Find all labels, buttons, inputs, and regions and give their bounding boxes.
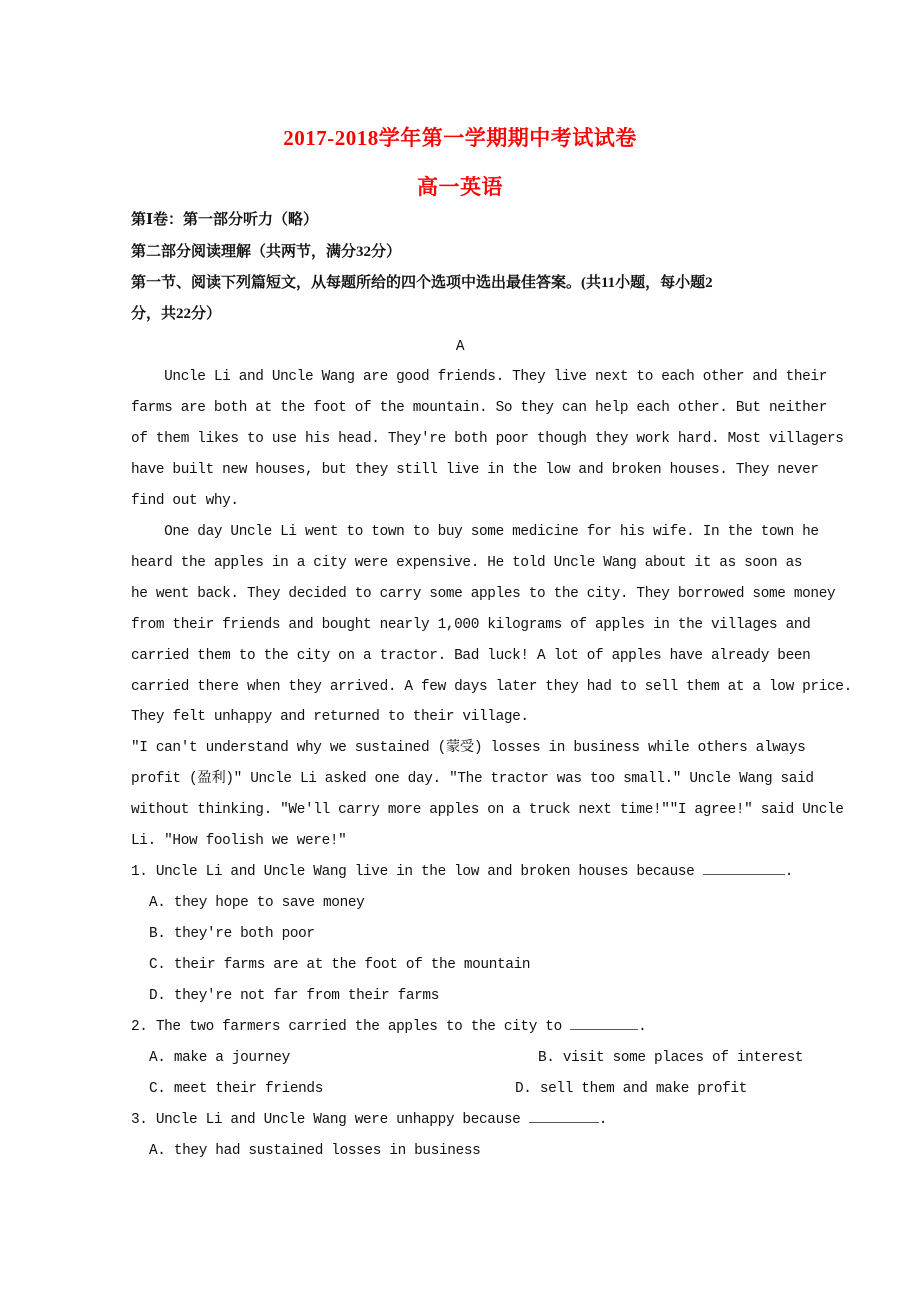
q2-option-c: C. meet their friends	[149, 1081, 324, 1097]
answer-blank	[570, 1017, 638, 1030]
passage-line: "I can't understand why we sustained (蒙受) losses in business while others always	[131, 740, 806, 756]
q1-option-b: B. they're both poor	[149, 926, 315, 942]
passage-line: of them likes to use his head. They're both poor though they work hard. Most villagers	[131, 431, 844, 447]
passage-line: heard the apples in a city were expensive. He told Uncle Wang about it as soon as	[131, 555, 803, 571]
section1-instruction-line2: 分，共22分）	[131, 306, 222, 322]
question-1-stem: 1. Uncle Li and Uncle Wang live in the low and broken houses because	[131, 864, 695, 880]
passage-line: carried there when they arrived. A few days later they had to sell them at a low price.	[131, 679, 852, 695]
q2-option-b: B. visit some places of interest	[538, 1050, 804, 1066]
passage-line: have built new houses, but they still live in the low and broken houses. They never	[131, 462, 819, 478]
question-1	[131, 862, 793, 882]
q2-option-a: A. make a journey	[149, 1050, 290, 1066]
q1-option-c: C. their farms are at the foot of the mountain	[149, 957, 531, 973]
passage-line: farms are both at the foot of the mountain. So they can help each other. But neither	[131, 400, 828, 416]
passage-line: One day Uncle Li went to town to buy some medicine for his wife. In the town he	[131, 524, 819, 540]
passage-line: without thinking. "We'll carry more apples on a truck next time!""I agree!" said Uncle	[131, 802, 844, 818]
q3-option-a: A. they had sustained losses in business	[149, 1143, 481, 1159]
question-2-stem: 2. The two farmers carried the apples to the city to	[131, 1019, 562, 1035]
answer-blank	[529, 1110, 599, 1123]
exam-title: 2017-2018学年第一学期期中考试试卷	[283, 126, 637, 150]
exam-subject: 高一英语	[417, 175, 503, 199]
answer-blank	[703, 862, 785, 875]
part1-heading: 第Ⅰ卷：第一部分听力（略）	[131, 212, 319, 228]
passage-line: Li. "How foolish we were!"	[131, 833, 347, 849]
question-end-mark: .	[638, 1019, 647, 1035]
q1-option-a: A. they hope to save money	[149, 895, 365, 911]
section1-instruction-line1: 第一节、阅读下列篇短文，从每题所给的四个选项中选出最佳答案。(共11小题，每小题2	[131, 275, 713, 291]
passage-line: find out why.	[131, 493, 239, 509]
question-3-stem: 3. Uncle Li and Uncle Wang were unhappy because	[131, 1112, 521, 1128]
question-2	[131, 1017, 646, 1037]
passage-line: profit (盈利)" Uncle Li asked one day. "The tractor was too small." Uncle Wang said	[131, 771, 814, 787]
part2-heading: 第二部分阅读理解（共两节，满分32分）	[131, 244, 402, 260]
passage-line: Uncle Li and Uncle Wang are good friends. They live next to each other and their	[131, 369, 828, 385]
q2-option-d: D. sell them and make profit	[515, 1081, 748, 1097]
passage-line: from their friends and bought nearly 1,000 kilograms of apples in the villages and	[131, 617, 811, 633]
question-end-mark: .	[784, 864, 794, 880]
q1-option-d: D. they're not far from their farms	[149, 988, 440, 1004]
passage-line: They felt unhappy and returned to their village.	[131, 709, 529, 725]
passage-label: A	[455, 339, 465, 355]
passage-line: carried them to the city on a tractor. Bad luck! A lot of apples have already been	[131, 648, 811, 664]
passage-line: he went back. They decided to carry some apples to the city. They borrowed some money	[131, 586, 836, 602]
question-3	[131, 1110, 607, 1130]
question-end-mark: .	[598, 1112, 608, 1128]
